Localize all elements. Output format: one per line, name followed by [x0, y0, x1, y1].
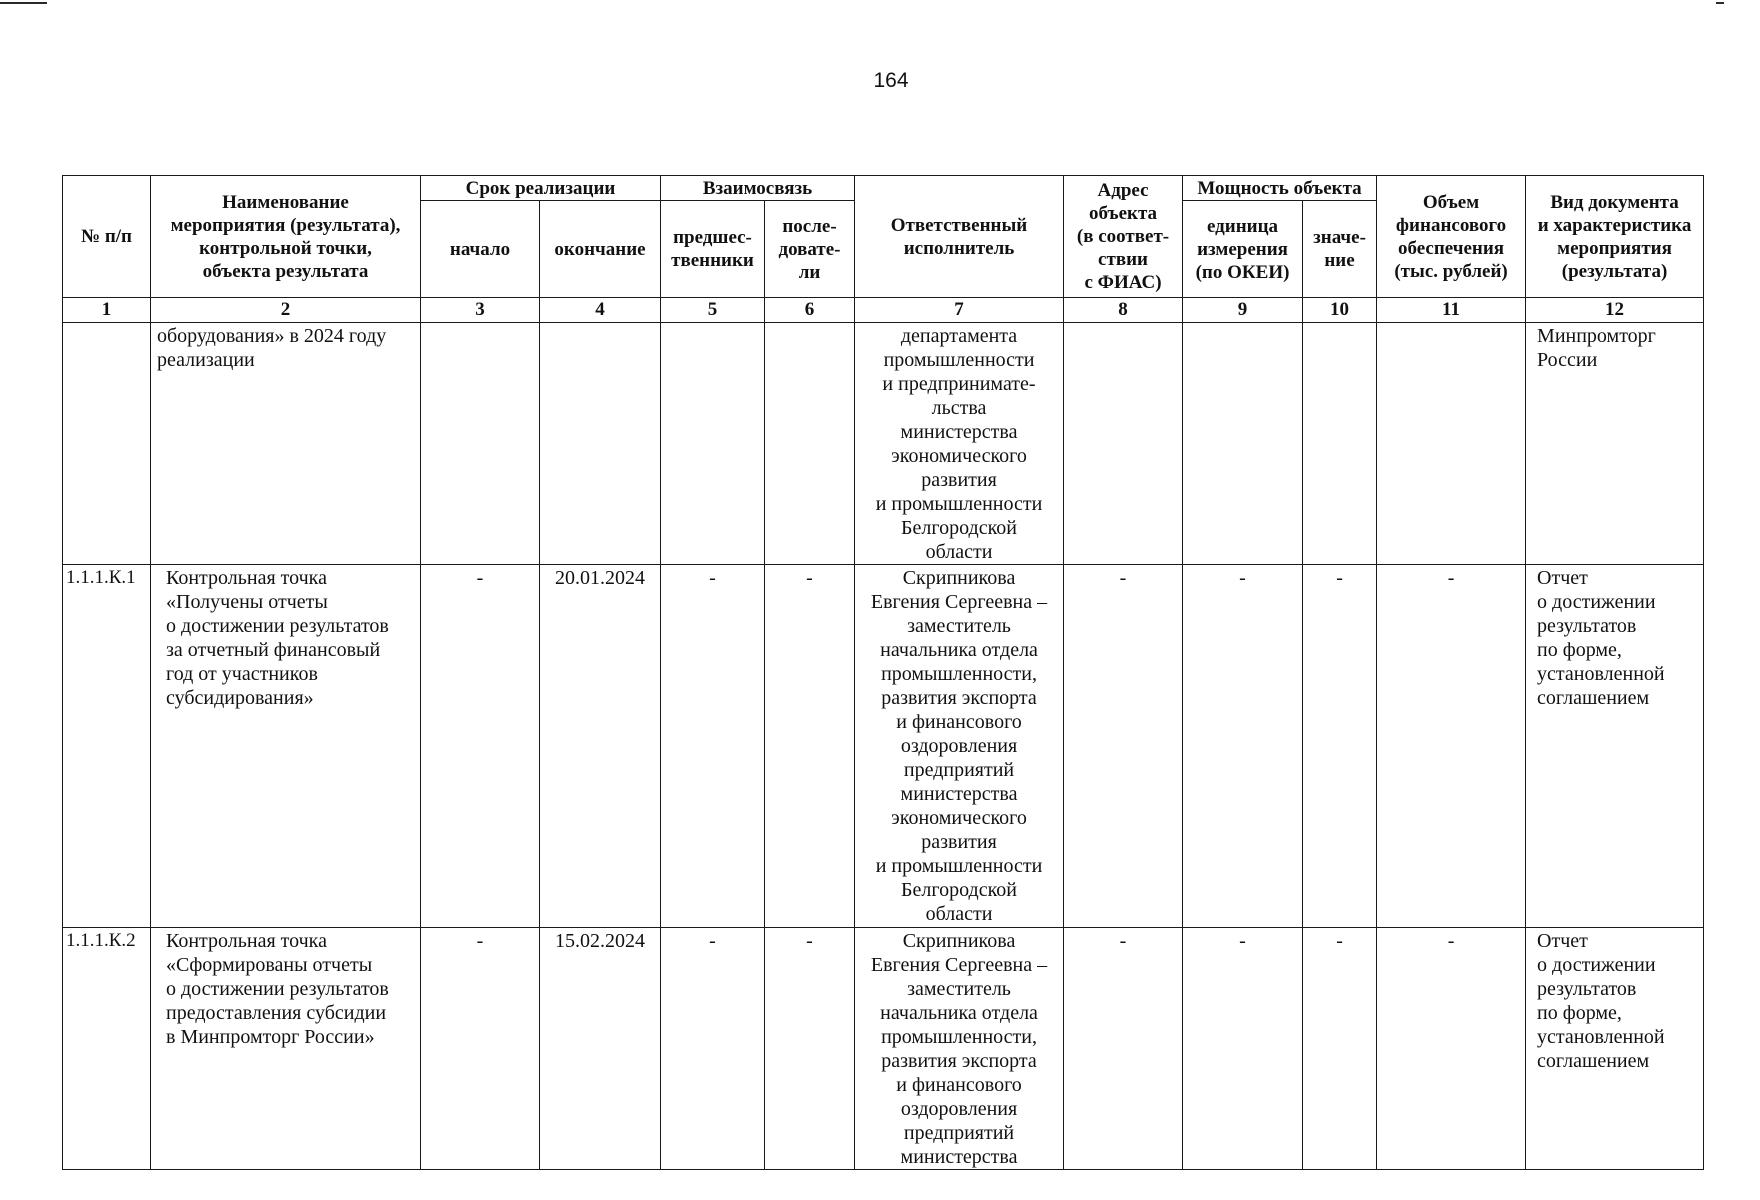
header-term-end: окончание	[540, 201, 661, 298]
header-capacity-group: Мощность объекта	[1183, 176, 1377, 201]
capacity-value-cell: -	[1303, 565, 1377, 928]
responsible-executor-cell: Скрипникова Евгения Сергеевна – заместитель начальника отдела промышленности, развития экспорта и финансового оздоровления предприятий министерства	[855, 928, 1064, 1170]
capacity-value-cell: -	[1303, 928, 1377, 1170]
table-header	[63, 176, 1704, 298]
header-successors: после- довате- ли	[765, 201, 855, 298]
column-number: 4	[540, 298, 661, 323]
predecessors-cell: -	[661, 928, 765, 1170]
funding-volume-cell: -	[1377, 565, 1526, 928]
table-row	[63, 323, 1704, 565]
predecessors-cell	[661, 323, 765, 565]
capacity-unit-cell: -	[1183, 565, 1303, 928]
capacity-unit-cell	[1183, 323, 1303, 565]
responsible-executor-cell: департамента промышленности и предпринимате- льства министерства экономического развития и промышленности Белгородской области	[855, 323, 1064, 565]
item-name-cell: Контрольная точка «Сформированы отчеты о достижении результатов предоставления субсидии в Минпромторг России»	[151, 928, 421, 1170]
column-number: 9	[1183, 298, 1303, 323]
end-date-cell	[540, 323, 661, 565]
header-link-group: Взаимосвязь	[661, 176, 855, 201]
predecessors-cell: -	[661, 565, 765, 928]
capacity-value-cell	[1303, 323, 1377, 565]
table-row	[63, 565, 1704, 928]
header-capacity-value: значе- ние	[1303, 201, 1377, 298]
item-number-cell: 1.1.1.К.1	[63, 565, 151, 928]
capacity-unit-cell: -	[1183, 928, 1303, 1170]
column-number-row	[63, 298, 1704, 323]
successors-cell	[765, 323, 855, 565]
item-number-cell: 1.1.1.К.2	[63, 928, 151, 1170]
header-predecessors: предшес- твенники	[661, 201, 765, 298]
header-document: Вид документа и характеристика мероприятия (результата)	[1526, 176, 1704, 298]
end-date-cell: 20.01.2024	[540, 565, 661, 928]
header-row	[63, 176, 1704, 201]
page-number: 164	[873, 69, 909, 92]
column-number: 10	[1303, 298, 1377, 323]
column-number: 1	[63, 298, 151, 323]
item-name-cell: Контрольная точка «Получены отчеты о достижении результатов за отчетный финансовый год от участников субсидирования»	[151, 565, 421, 928]
successors-cell: -	[765, 928, 855, 1170]
header-term-start: начало	[421, 201, 540, 298]
column-number: 7	[855, 298, 1064, 323]
table-row	[63, 928, 1704, 1170]
item-name-cell: оборудования» в 2024 году реализации	[151, 323, 421, 565]
measures-table	[62, 175, 1704, 1170]
header-responsible: Ответственный исполнитель	[855, 176, 1064, 298]
column-number: 11	[1377, 298, 1526, 323]
funding-volume-cell	[1377, 323, 1526, 565]
column-number: 2	[151, 298, 421, 323]
header-item-name: Наименование мероприятия (результата), контрольной точки, объекта результата	[151, 176, 421, 298]
end-date-cell: 15.02.2024	[540, 928, 661, 1170]
funding-volume-cell: -	[1377, 928, 1526, 1170]
column-number: 12	[1526, 298, 1704, 323]
header-term-group: Срок реализации	[421, 176, 661, 201]
header-funding: Объем финансового обеспечения (тыс. рублей)	[1377, 176, 1526, 298]
column-number: 3	[421, 298, 540, 323]
document-type-cell: Отчет о достижении результатов по форме, установленной соглашением	[1526, 928, 1704, 1170]
header-capacity-unit: единица измерения (по ОКЕИ)	[1183, 201, 1303, 298]
responsible-executor-cell: Скрипникова Евгения Сергеевна – заместитель начальника отдела промышленности, развития экспорта и финансового оздоровления предприятий министерства экономического развития и промышленности Белгородской области	[855, 565, 1064, 928]
header-address: Адрес объекта (в соответ- ствии с ФИАС)	[1064, 176, 1183, 298]
document-type-cell: Отчет о достижении результатов по форме, установленной соглашением	[1526, 565, 1704, 928]
column-number: 8	[1064, 298, 1183, 323]
successors-cell: -	[765, 565, 855, 928]
start-date-cell	[421, 323, 540, 565]
object-address-cell: -	[1064, 565, 1183, 928]
object-address-cell: -	[1064, 928, 1183, 1170]
start-date-cell: -	[421, 565, 540, 928]
header-item-number: № п/п	[63, 176, 151, 298]
table-body	[63, 298, 1704, 1170]
column-number: 5	[661, 298, 765, 323]
scan-edge-mark	[1716, 2, 1724, 4]
column-number: 6	[765, 298, 855, 323]
scan-edge-mark	[0, 2, 47, 4]
start-date-cell: -	[421, 928, 540, 1170]
document-type-cell: Минпромторг России	[1526, 323, 1704, 565]
object-address-cell	[1064, 323, 1183, 565]
item-number-cell	[63, 323, 151, 565]
